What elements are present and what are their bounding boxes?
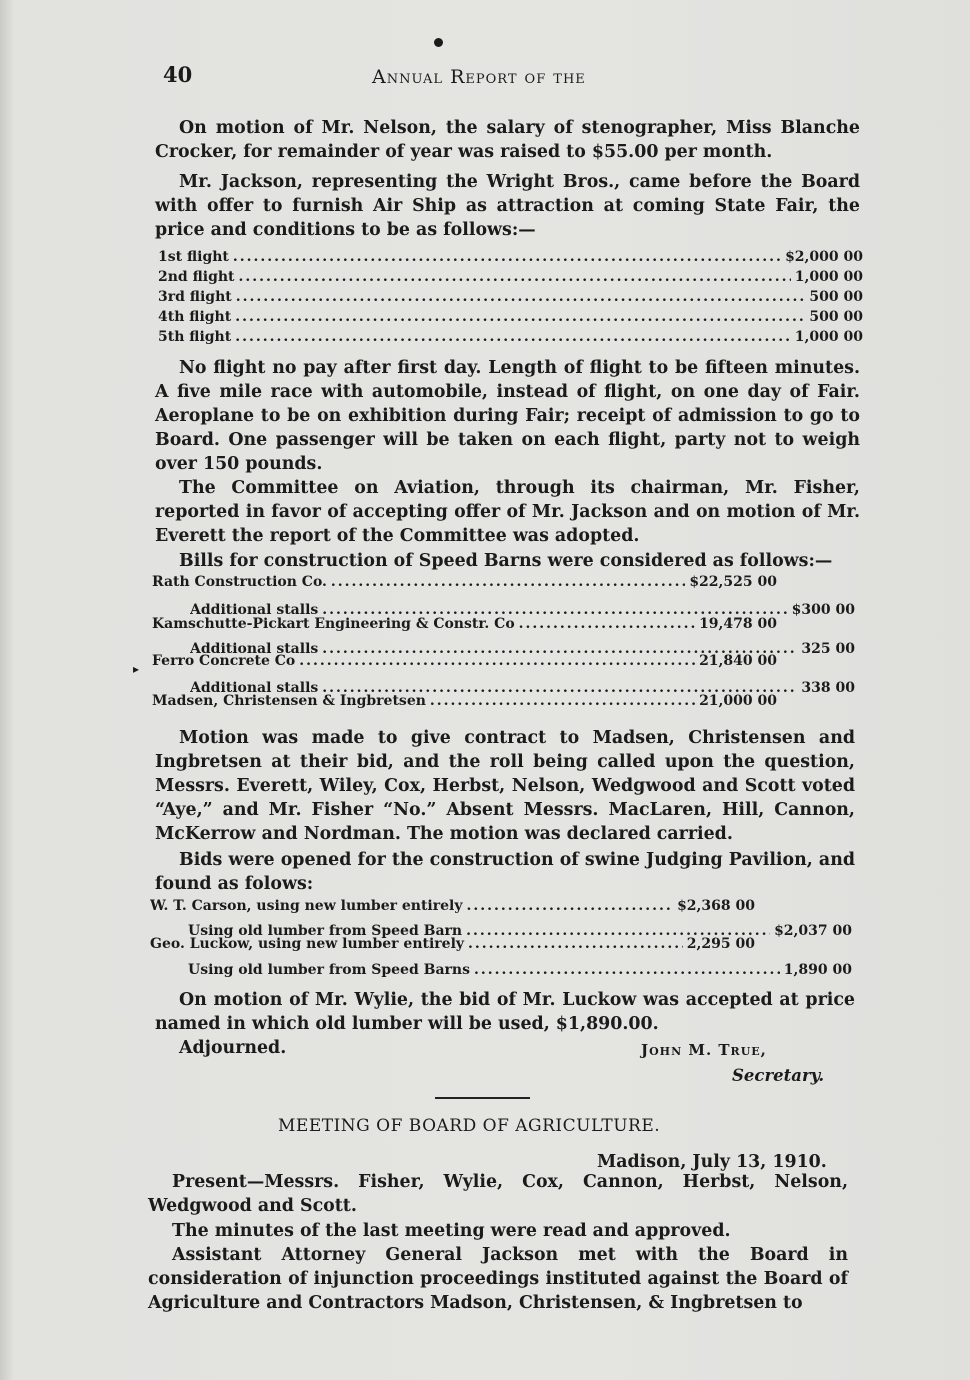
- paragraph-attorney: Assistant Attorney General Jackson met with the Board in consideration of injunction proceedings instituted against the Board of Agriculture and Contractors Madson, Christensen, & Ingbretsen to: [148, 1245, 848, 1313]
- bid-label: Using old lumber from Speed Barns: [188, 962, 470, 978]
- flight-label: 5th flight: [158, 329, 232, 345]
- bid-label: W. T. Carson, using new lumber entirely: [150, 898, 463, 914]
- section-divider: [435, 1097, 530, 1099]
- flight-amount: 500 00: [809, 289, 863, 305]
- bid-amount: 325 00: [801, 641, 855, 657]
- swine-bid-row: [150, 897, 755, 915]
- paragraph-speed-barns: Bills for construction of Speed Barns were considered as follows:—: [179, 551, 833, 571]
- signature-title: Secretary.: [732, 1066, 825, 1085]
- bid-label: Madsen, Christensen & Ingbretsen: [152, 693, 426, 709]
- bid-label: Rath Construction Co.: [152, 574, 327, 590]
- bid-amount: $2,368 00: [677, 898, 755, 914]
- paragraph-salary: On motion of Mr. Nelson, the salary of stenographer, Miss Blanche Crocker, for remainder of year was raised to $55.00 per month.: [155, 118, 860, 162]
- bid-amount: 21,000 00: [699, 693, 777, 709]
- paragraph-wright-offer: Mr. Jackson, representing the Wright Bros., came before the Board with offer to furnish Air Ship as attraction at coming State Fair, the price and conditions to be as follows:—: [155, 172, 860, 240]
- paragraph-adjourned: Adjourned.: [179, 1038, 287, 1058]
- paragraph-minutes: The minutes of the last meeting were read and approved.: [172, 1221, 731, 1241]
- bid-label: Ferro Concrete Co: [152, 653, 296, 669]
- bid-amount: 19,478 00: [699, 616, 777, 632]
- meeting-heading: MEETING OF BOARD OF AGRICULTURE.: [278, 1116, 661, 1136]
- signature-name: John M. True,: [641, 1041, 767, 1059]
- ink-dot: [434, 38, 443, 47]
- paragraph-present: Present—Messrs. Fisher, Wylie, Cox, Cannon, Herbst, Nelson, Wedgwood and Scott.: [148, 1172, 848, 1216]
- bid-label: Geo. Luckow, using new lumber entirely: [150, 936, 465, 952]
- flight-row: [158, 320, 863, 346]
- flight-amount: $2,000 00: [785, 249, 863, 265]
- barn-bid-row: [152, 615, 777, 633]
- flight-label: 1st flight: [158, 249, 229, 265]
- flight-label: 2nd flight: [158, 269, 235, 285]
- bid-label: Additional stalls: [190, 602, 319, 618]
- flight-label: 4th flight: [158, 309, 232, 325]
- meeting-dateline: Madison, July 13, 1910.: [597, 1152, 827, 1172]
- bid-amount: 1,890 00: [783, 962, 852, 978]
- bid-amount: $300 00: [791, 602, 855, 618]
- flight-label: 3rd flight: [158, 289, 232, 305]
- bid-label: Additional stalls: [190, 680, 319, 696]
- paragraph-swine-bids: Bids were opened for the construction of swine Judging Pavilion, and found as folows:: [155, 850, 855, 894]
- barn-bid-row: [152, 652, 777, 670]
- bid-label: Additional stalls: [190, 641, 319, 657]
- bid-amount: 21,840 00: [699, 653, 777, 669]
- bid-label: Kamschutte-Pickart Engineering & Constr. Co: [152, 616, 515, 632]
- paragraph-contract-motion: Motion was made to give contract to Madsen, Christensen and Ingbretsen at their bid, and the roll being called upon the question, Messrs. Everett, Wiley, Cox, Herbst, Nelson, Wedgwood and Scott voted “Aye,” and Mr. Fisher “No.” Absent Messrs. MacLaren, Hill, Cannon, McKerrow and Nordman. The motion was declared carried.: [155, 728, 855, 844]
- bid-amount: $22,525 00: [689, 574, 777, 590]
- flight-amount: 1,000 00: [794, 329, 863, 345]
- margin-mark: ▸: [133, 662, 140, 676]
- running-header: Annual Report of the: [372, 66, 586, 88]
- paragraph-luckow-motion: On motion of Mr. Wylie, the bid of Mr. Luckow was accepted at price named in which old lumber will be used, $1,890.00.: [155, 990, 855, 1034]
- swine-bid-row: [188, 955, 852, 979]
- barn-bid-row: [152, 573, 777, 591]
- paragraph-conditions: No flight no pay after first day. Length of flight to be fifteen minutes. A five mile race with automobile, instead of flight, on one day of Fair. Aeroplane to be on exhibition during Fair; receipt of admission to go to Board. One passenger will be taken on each flight, party not to weigh over 150 pounds.: [155, 358, 860, 474]
- bid-amount: 2,295 00: [686, 936, 755, 952]
- paragraph-aviation-committee: The Committee on Aviation, through its chairman, Mr. Fisher, reported in favor of accepting offer of Mr. Jackson and on motion of Mr. Everett the report of the Committee was adopted.: [155, 478, 860, 546]
- bid-amount: 338 00: [801, 680, 855, 696]
- barn-bid-row: [152, 692, 777, 710]
- bid-label: Using old lumber from Speed Barn: [188, 923, 463, 939]
- flight-amount: 500 00: [809, 309, 863, 325]
- flight-amount: 1,000 00: [794, 269, 863, 285]
- page-number: 40: [163, 62, 193, 87]
- bid-amount: $2,037 00: [774, 923, 852, 939]
- swine-bid-row: [150, 935, 755, 953]
